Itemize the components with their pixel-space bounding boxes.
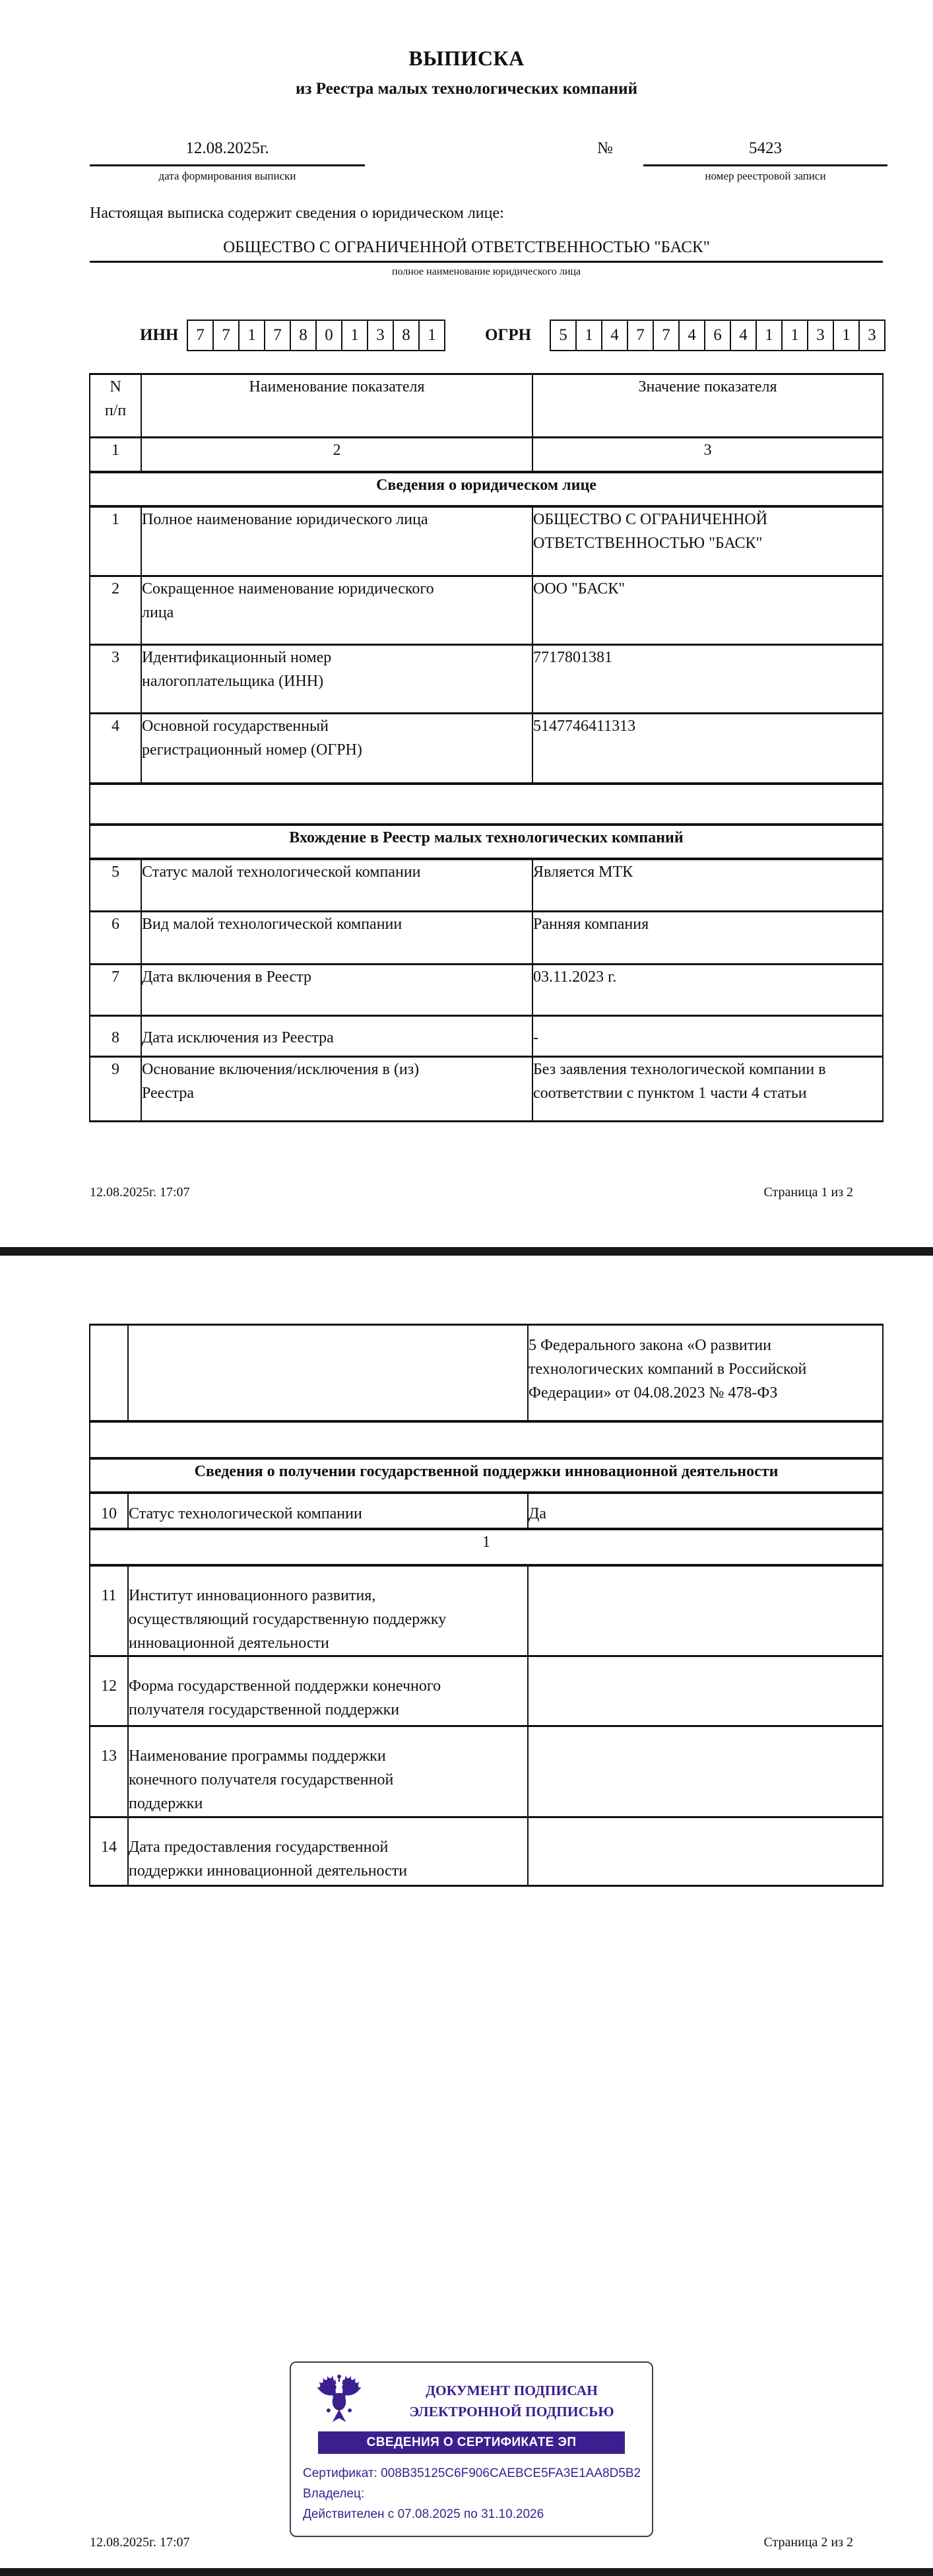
table-row <box>90 1565 883 1656</box>
row-name-text: Форма государственной поддержки конечного получателя государственной поддержки <box>129 1678 441 1718</box>
row-value <box>528 1325 883 1421</box>
electronic-signature-stamp <box>290 2361 653 2537</box>
certificate-validity: Действителен с 07.08.2025 по 31.10.2026 <box>303 2507 544 2521</box>
row-name-text: Идентификационный номер налогоплательщика (ИНН) <box>142 649 332 690</box>
bottom-page-edge-bar <box>0 2568 933 2576</box>
row-number: 10 <box>90 1493 128 1529</box>
table-row <box>90 912 883 965</box>
table-row <box>90 1493 883 1529</box>
table-row <box>90 1016 883 1057</box>
ogrn-digit: 5 <box>550 320 577 351</box>
table-row <box>90 714 883 784</box>
row-value <box>532 714 883 784</box>
row-name <box>128 1493 528 1529</box>
spacer-row <box>90 784 883 825</box>
row-value-text: 5147746411313 <box>533 718 636 735</box>
inn-digit: 8 <box>393 320 420 351</box>
row-value-text: Является МТК <box>533 863 633 881</box>
row-number: 8 <box>90 1016 141 1057</box>
footer-datetime: 12.08.2025г. 17:07 <box>90 1185 190 1200</box>
issue-date-label: дата формирования выписки <box>158 170 296 182</box>
row-name-text: Институт инновационного развития, осуществляющий государственную поддержку инновационной деятельности <box>129 1586 447 1652</box>
footer-datetime: 12.08.2025г. 17:07 <box>90 2535 190 2550</box>
row-value-text: Да <box>529 1505 547 1522</box>
row-name-text: Наименование программы поддержки конечного получателя государственной поддержки <box>129 1747 394 1812</box>
row-value-text: Ранняя компания <box>533 916 649 933</box>
ogrn-digit: 7 <box>627 320 654 351</box>
row-value-text: 03.11.2023 г. <box>533 968 617 986</box>
row-number: 5 <box>90 859 141 912</box>
row-name <box>141 1016 532 1057</box>
row-name <box>141 645 532 714</box>
row-value-text: - <box>533 1029 538 1046</box>
row-name <box>141 859 532 912</box>
ogrn-digit: 7 <box>653 320 680 351</box>
continuation-value-text: 5 Федерального закона «О развитии технологических компаний в Российской Федерации» от 04.08.2023 № 478-ФЗ <box>529 1337 807 1402</box>
row-value <box>532 1057 883 1122</box>
row-name <box>128 1817 528 1886</box>
header-value-cell: Значение показателя <box>532 374 883 438</box>
row-name-text: Статус технологической компании <box>129 1505 362 1522</box>
table-row <box>90 1817 883 1886</box>
header-num-cell <box>90 374 141 438</box>
document-subtitle: из Реестра малых технологических компаний <box>296 80 637 98</box>
header-num-line2: п/п <box>104 402 127 419</box>
row-number: 3 <box>90 645 141 714</box>
row-value-empty <box>528 1726 883 1817</box>
stamp-certificate-details <box>303 2463 645 2525</box>
ogrn-digit-boxes <box>550 320 885 351</box>
row-value-empty <box>528 1565 883 1656</box>
section-row <box>90 825 883 859</box>
row-number: 14 <box>90 1817 128 1886</box>
table-row <box>90 859 883 912</box>
inn-digit: 7 <box>264 320 291 351</box>
table-row <box>90 1726 883 1817</box>
column-number-row <box>90 438 883 472</box>
company-name: ОБЩЕСТВО С ОГРАНИЧЕННОЙ ОТВЕТСТВЕННОСТЬЮ "БАСК" <box>223 238 710 256</box>
row-name <box>141 1057 532 1122</box>
inn-digit: 8 <box>290 320 317 351</box>
row-name <box>128 1726 528 1817</box>
row-name <box>128 1656 528 1726</box>
company-name-label: полное наименование юридического лица <box>391 266 581 277</box>
stamp-title-line2: ЭЛЕКТРОННОЙ ПОДПИСЬЮ <box>409 2404 614 2420</box>
section-legal-entity: Сведения о юридическом лице <box>90 472 883 506</box>
row-number: 9 <box>90 1057 141 1122</box>
stamp-title <box>375 2380 648 2422</box>
row-value <box>532 965 883 1016</box>
spacer-row <box>90 1421 883 1458</box>
registry-number-sign: № <box>597 139 613 157</box>
registry-number-value: 5423 <box>749 139 782 157</box>
header-name-cell: Наименование показателя <box>141 374 532 438</box>
ogrn-label: ОГРН <box>485 326 532 344</box>
inn-digit: 3 <box>367 320 394 351</box>
double-headed-eagle-icon <box>308 2371 370 2429</box>
stamp-title-line1: ДОКУМЕНТ ПОДПИСАН <box>426 2383 598 2398</box>
row-name-text: Основание включения/исключения в (из) Реестра <box>142 1061 420 1102</box>
row-number: 11 <box>90 1565 128 1656</box>
row-value-empty <box>528 1817 883 1886</box>
page2-footer <box>90 2535 853 2550</box>
row-name-text: Сокращенное наименование юридического лица <box>142 580 434 621</box>
row-value <box>532 912 883 965</box>
intro-text: Настоящая выписка содержит сведения о юридическом лице: <box>90 205 504 222</box>
section-state-support: Сведения о получении государственной поддержки инновационной деятельности <box>90 1458 883 1493</box>
row-value <box>532 859 883 912</box>
row-name <box>141 714 532 784</box>
inn-label: ИНН <box>140 326 179 344</box>
spacer-cell <box>90 1421 883 1458</box>
ogrn-digit: 1 <box>781 320 808 351</box>
row-name-text: Дата исключения из Реестра <box>142 1029 334 1046</box>
inn-digit: 7 <box>212 320 240 351</box>
ogrn-digit: 3 <box>858 320 885 351</box>
page1-footer <box>90 1185 853 1200</box>
colnum-2: 2 <box>141 438 532 472</box>
row-value <box>532 506 883 576</box>
row-number-empty <box>90 1325 128 1421</box>
issue-date-underline <box>90 164 365 166</box>
colnum-3: 3 <box>532 438 883 472</box>
row-name-text: Основной государственный регистрационный номер (ОГРН) <box>142 718 362 759</box>
table-row <box>90 645 883 714</box>
row-value-text: ОБЩЕСТВО С ОГРАНИЧЕННОЙ ОТВЕТСТВЕННОСТЬЮ "БАСК" <box>533 510 768 552</box>
section-registry-inclusion: Вхождение в Реестр малых технологических компаний <box>90 825 883 859</box>
row-name-empty <box>128 1325 528 1421</box>
middle-number-cell: 1 <box>90 1529 883 1565</box>
table-row <box>90 506 883 576</box>
row-name-text: Вид малой технологической компании <box>142 916 402 933</box>
row-name-text: Дата предоставления государственной поддержки инновационной деятельности <box>129 1839 408 1880</box>
row-value <box>528 1493 883 1529</box>
ogrn-digit: 1 <box>756 320 783 351</box>
row-number: 12 <box>90 1656 128 1726</box>
header-num-line1: N <box>110 378 121 395</box>
registry-number-underline <box>643 164 887 166</box>
row-number: 13 <box>90 1726 128 1817</box>
inn-digit: 1 <box>341 320 368 351</box>
ogrn-digit: 1 <box>833 320 860 351</box>
ogrn-digit: 1 <box>575 320 602 351</box>
row-value-empty <box>528 1656 883 1726</box>
row-name <box>141 576 532 645</box>
ogrn-digit: 4 <box>730 320 757 351</box>
row-name <box>141 506 532 576</box>
stamp-certificate-banner: СВЕДЕНИЯ О СЕРТИФИКАТЕ ЭП <box>318 2431 625 2454</box>
row-value-text: Без заявления технологической компании в соответствии с пунктом 1 части 4 статьи <box>533 1061 826 1102</box>
row-value <box>532 645 883 714</box>
ogrn-digit: 6 <box>704 320 731 351</box>
row-value <box>532 576 883 645</box>
colnum-1: 1 <box>90 438 141 472</box>
registry-table-page1 <box>89 373 884 1122</box>
ogrn-digit: 4 <box>601 320 628 351</box>
document-title: ВЫПИСКА <box>408 46 525 70</box>
page-separator-bar <box>0 1247 933 1256</box>
row-number: 1 <box>90 506 141 576</box>
row-name <box>141 912 532 965</box>
certificate-owner: Владелец: <box>303 2487 365 2501</box>
section-row <box>90 1458 883 1493</box>
row-value-text: ООО "БАСК" <box>533 580 626 597</box>
spacer-cell <box>90 784 883 825</box>
row-name-text: Полное наименование юридического лица <box>142 510 428 528</box>
table-row <box>90 576 883 645</box>
row-name <box>128 1565 528 1656</box>
row-number: 2 <box>90 576 141 645</box>
table-row <box>90 965 883 1016</box>
table-header-row <box>90 374 883 438</box>
company-name-underline <box>90 261 883 263</box>
section-row <box>90 472 883 506</box>
inn-digit: 7 <box>187 320 214 351</box>
row-name <box>141 965 532 1016</box>
ogrn-digit: 3 <box>807 320 834 351</box>
registry-table-page2 <box>89 1324 884 1887</box>
row-number: 6 <box>90 912 141 965</box>
table-row <box>90 1057 883 1122</box>
inn-digit-boxes <box>187 320 445 351</box>
registry-number-label: номер реестровой записи <box>705 170 826 182</box>
footer-page-indicator: Страница 2 из 2 <box>763 2535 853 2550</box>
continuation-row <box>90 1325 883 1421</box>
inn-digit: 0 <box>315 320 342 351</box>
row-value <box>532 1016 883 1057</box>
ogrn-digit: 4 <box>678 320 705 351</box>
row-number: 4 <box>90 714 141 784</box>
table-row <box>90 1656 883 1726</box>
row-name-text: Дата включения в Реестр <box>142 968 311 986</box>
row-number: 7 <box>90 965 141 1016</box>
middle-number-row <box>90 1529 883 1565</box>
inn-digit: 1 <box>238 320 265 351</box>
footer-page-indicator: Страница 1 из 2 <box>763 1185 853 1200</box>
certificate-number: Сертификат: 008B35125C6F906CAEBCE5FA3E1AA8D5B2 <box>303 2466 641 2480</box>
row-name-text: Статус малой технологической компании <box>142 863 421 881</box>
row-value-text: 7717801381 <box>533 649 612 666</box>
inn-digit: 1 <box>418 320 445 351</box>
issue-date-value: 12.08.2025г. <box>185 139 269 157</box>
